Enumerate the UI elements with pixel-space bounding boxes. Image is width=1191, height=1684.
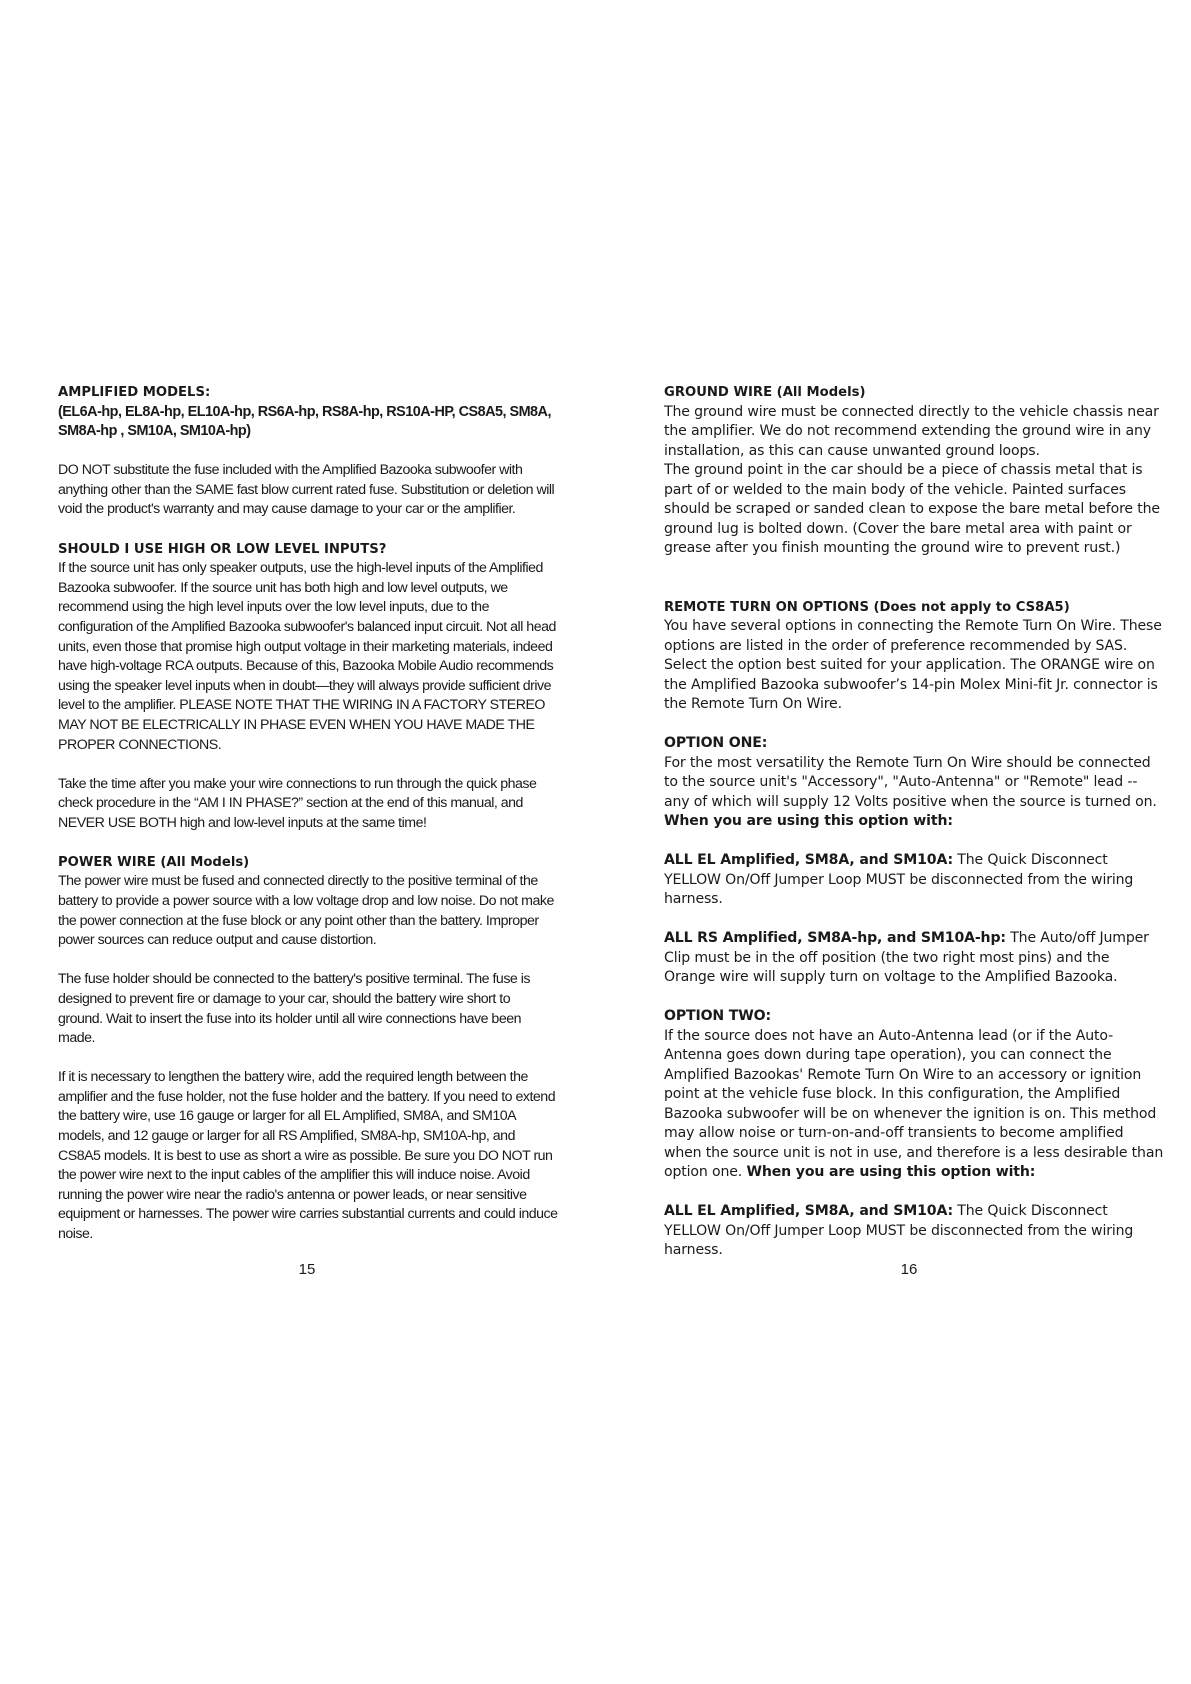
- page-number-right: 16: [900, 1261, 918, 1278]
- option-one-rs-label: ALL RS Amplified, SM8A-hp, and SM10A-hp:: [664, 930, 1006, 946]
- option-two-text: If the source does not have an Auto-Antenna lead (or if the Auto-Antenna goes down during tape operation), you can connect the Amplified Bazookas' Remote Turn On Wire to an accessory or ignition point at the vehicle fuse block. In this configuration, the Amplified Bazooka subwoofer will be on whenever the ignition is on. This method may allow noise or turn-on-and-off transients to become amplified when the source unit is not in use, and therefore is a less desirable than option one.: [664, 1027, 1164, 1180]
- option-two-emphasis: When you are using this option with:: [746, 1164, 1036, 1180]
- option-two-heading: OPTION TWO:: [664, 1008, 771, 1024]
- option-one-paragraph: [664, 754, 1164, 832]
- right-page-column: [664, 383, 1164, 1261]
- phase-paragraph: Take the time after you make your wire connections to run through the quick phase check procedure in the “AM I IN PHASE?” section at the end of this manual, and NEVER USE BOTH high and low-level inputs at the same time!: [58, 775, 537, 831]
- amplified-models-heading: AMPLIFIED MODELS:: [58, 385, 211, 400]
- option-two-el-label: ALL EL Amplified, SM8A, and SM10A:: [664, 1203, 953, 1219]
- option-two-el-note: [664, 1202, 1164, 1261]
- ground-paragraph-1: The ground wire must be connected directly to the vehicle chassis near the amplifier. We do not recommend extending the ground wire in any installation, as this can cause unwanted ground loops.: [664, 403, 1159, 459]
- power-paragraph-1: The power wire must be fused and connected directly to the positive terminal of the battery to provide a power source with a low voltage drop and low noise. Do not make the power connection at the fuse block or any point other than the battery. Improper power sources can reduce output and cause distortion.: [58, 873, 554, 949]
- option-one-rs-text: The Auto/off Jumper Clip must be in the off position (the two right most pins) and the Orange wire will supply turn on voltage to the Amplified Bazooka.: [664, 930, 1149, 985]
- inputs-heading: SHOULD I USE HIGH OR LOW LEVEL INPUTS?: [58, 541, 387, 557]
- amplified-models-list: (EL6A-hp, EL8A-hp, EL10A-hp, RS6A-hp, RS8A-hp, RS10A-HP, CS8A5, SM8A, SM8A-hp , SM10A, SM10A-hp): [58, 403, 551, 440]
- left-page-column: [58, 383, 558, 1245]
- option-one-text: For the most versatility the Remote Turn On Wire should be connected to the source unit's "Accessory", "Auto-Antenna" or "Remote" lead -- any of which will supply 12 Volts positive when the source is turned on.: [664, 754, 1157, 810]
- remote-paragraph: You have several options in connecting the Remote Turn On Wire. These options are listed in the order of preference recommended by SAS. Select the option best suited for your application. The ORANGE wire on the Amplified Bazooka subwoofer’s 14-pin Molex Mini-fit Jr. connector is the Remote Turn On Wire.: [664, 618, 1162, 712]
- option-one-heading: OPTION ONE:: [664, 735, 768, 751]
- power-wire-heading: POWER WIRE (All Models): [58, 854, 250, 870]
- power-paragraph-3: If it is necessary to lengthen the battery wire, add the required length between the amplifier and the fuse holder, not the fuse holder and the battery. If you need to extend the battery wire, use 16 gauge or larger for all EL Amplified, SM8A, and SM10A models, and 12 gauge or larger for all RS Amplified, SM8A-hp, SM10A-hp, and CS8A5 models. It is best to use as short a wire as possible. Be sure you DO NOT run the power wire next to the input cables of the amplifier this will induce noise. Avoid running the power wire near the radio's antenna or power leads, or near sensitive equipment or harnesses. The power wire carries substantial currents and could induce noise.: [58, 1069, 558, 1242]
- ground-paragraph-2: The ground point in the car should be a piece of chassis metal that is part of or welded to the main body of the vehicle. Painted surfaces should be scraped or sanded clean to expose the bare metal before the ground lug is bolted down. (Cover the bare metal area with paint or grease after you finish mounting the ground wire to prevent rust.): [664, 462, 1160, 556]
- option-one-emphasis: When you are using this option with:: [664, 813, 953, 829]
- option-two-el-text: The Quick Disconnect YELLOW On/Off Jumper Loop MUST be disconnected from the wiring harness.: [664, 1203, 1134, 1258]
- option-one-el-text: The Quick Disconnect YELLOW On/Off Jumper Loop MUST be disconnected from the wiring harness.: [664, 852, 1134, 907]
- option-one-el-note: [664, 851, 1164, 910]
- remote-turn-on-heading: REMOTE TURN ON OPTIONS (Does not apply to CS8A5): [664, 599, 1070, 615]
- option-two-paragraph: [664, 1027, 1164, 1183]
- ground-wire-heading: GROUND WIRE (All Models): [664, 385, 866, 400]
- option-one-rs-note: [664, 929, 1164, 988]
- fuse-paragraph: DO NOT substitute the fuse included with the Amplified Bazooka subwoofer with anything other than the SAME fast blow current rated fuse. Substitution or deletion will void the product's warranty and may cause damage to your car or the amplifier.: [58, 462, 555, 518]
- inputs-paragraph: If the source unit has only speaker outputs, use the high-level inputs of the Amplified Bazooka subwoofer. If the source unit has both high and low level outputs, we recommend using the high level inputs over the low level inputs, due to the configuration of the Amplified Bazooka subwoofer's balanced input circuit. Not all head units, even those that promise high output voltage in their marketing materials, indeed have high-voltage RCA outputs. Because of this, Bazooka Mobile Audio recommends using the speaker level inputs when in doubt—they will always provide sufficient drive level to the amplifier. PLEASE NOTE THAT THE WIRING IN A FACTORY STEREO MAY NOT BE ELECTRICALLY IN PHASE EVEN WHEN YOU HAVE MADE THE PROPER CONNECTIONS.: [58, 560, 556, 753]
- option-one-el-label: ALL EL Amplified, SM8A, and SM10A:: [664, 852, 953, 868]
- page-number-left: 15: [298, 1261, 316, 1278]
- power-paragraph-2: The fuse holder should be connected to the battery's positive terminal. The fuse is designed to prevent fire or damage to your car, should the battery wire short to ground. Wait to insert the fuse into its holder until all wire connections have been made.: [58, 971, 530, 1047]
